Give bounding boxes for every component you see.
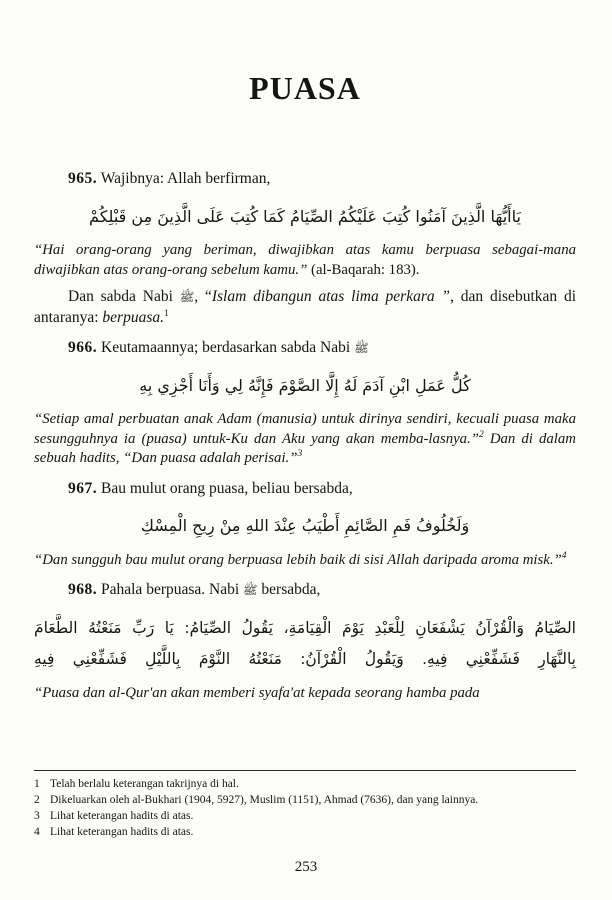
hadith-965-quote: Islam dibangun atas lima perkara ” xyxy=(211,288,451,306)
arabic-hadith-968-line2: بِالنَّهَارِ فَشَفِّعْنِي فِيهِ. وَيَقُولُ الْقُرْآنُ: مَنَعْتُهُ النَّوْمَ بِاللَّيْلِ فَشَفِّعْنِي فِيهِ xyxy=(34,650,576,669)
section-967-heading-text: Bau mulut orang puasa, beliau bersabda, xyxy=(97,479,353,497)
hadith-965-lead: Dan sabda Nabi xyxy=(68,288,180,306)
section-965-hadith xyxy=(34,287,576,328)
translation-966 xyxy=(34,410,576,469)
footnote-ref-3: 3 xyxy=(297,449,303,460)
section-965-heading-text: Wajibnya: Allah berfirman, xyxy=(97,170,271,187)
hadith-965-word: berpuasa. xyxy=(102,308,164,326)
translation-966-part2: Dan di dalam sebuah hadits, “Dan puasa adalah perisai.” xyxy=(34,430,576,467)
section-968-heading-text: Pahala berpuasa. Nabi xyxy=(97,581,244,599)
section-965-heading xyxy=(34,169,576,190)
footnote-4-number: 4 xyxy=(34,826,40,839)
saw-symbol: ﷺ xyxy=(354,341,369,356)
footnote-4-text: Lihat keterangan hadits di atas. xyxy=(50,826,194,839)
section-967-heading xyxy=(34,479,576,500)
translation-965 xyxy=(34,241,576,280)
footnote-2-number: 2 xyxy=(34,794,40,807)
footnote-1-number: 1 xyxy=(34,778,40,790)
arabic-hadith-967: وَلَخُلُوفُ فَمِ الصَّائِمِ أَطْيَبُ عِنْدَ اللهِ مِنْ رِيحِ الْمِسْكِ xyxy=(140,516,470,536)
footnote-3-number: 3 xyxy=(34,810,40,823)
arabic-hadith-968-line1: الصِّيَامُ وَالْقُرْآنُ يَشْفَعَانِ لِلْعَبْدِ يَوْمَ الْقِيَامَةِ، يَقُولُ الصِّيَامُ: يَا رَبِّ مَنَعْتُهُ الطَّعَامَ xyxy=(34,619,576,638)
section-966-heading xyxy=(34,338,576,359)
translation-967 xyxy=(34,551,576,571)
translation-967-text: “Dan sungguh bau mulut orang berpuasa lebih baik di sisi Allah daripada aroma misk.” xyxy=(34,551,562,568)
arabic-hadith-968 xyxy=(34,613,576,675)
page-number: 253 xyxy=(294,859,318,875)
footnote-ref-2: 2 xyxy=(479,429,484,440)
footnote-ref-4: 4 xyxy=(561,550,567,561)
page-title: PUASA xyxy=(249,70,361,106)
footnote-2-text: Dikeluarkan oleh al-Bukhari (1904, 5927), Muslim (1151), Ahmad (7636), dan yang lainnya. xyxy=(50,794,479,807)
section-965-number: 965. xyxy=(68,170,98,187)
footnotes-section xyxy=(34,770,576,840)
footnote-3 xyxy=(34,808,576,824)
hadith-965-mid: , “ xyxy=(194,288,212,306)
translation-965-text: “Hai orang-orang yang beriman, diwajibkan atas kamu berpuasa sebagai-mana diwajibkan atas orang-orang sebelum kamu.” xyxy=(34,242,576,278)
footnote-3-text: Lihat keterangan hadits di atas. xyxy=(50,810,194,823)
footnote-4 xyxy=(34,824,576,840)
translation-968 xyxy=(34,684,576,704)
hadith-965-tail: , dan disebutkan di antaranya: xyxy=(34,288,577,326)
translation-966-part1: “Setiap amal perbuatan anak Adam (manusia) untuk dirinya sendiri, kecuali puasa maka sesungguhnya ia (puasa) untuk-Ku dan Aku yang akan memba-lasnya.” xyxy=(34,411,576,447)
section-968-number: 968. xyxy=(68,581,98,599)
footnote-2 xyxy=(34,792,576,808)
arabic-verse-965: يَاأَيُّهَا الَّذِينَ آمَنُوا كُتِبَ عَلَيْكُمُ الصِّيَامُ كَمَا كُتِبَ عَلَى الَّذِينَ مِن قَبْلِكُمْ xyxy=(89,206,521,226)
footnote-1-text: Telah berlalu keterangan takrijnya di hal. xyxy=(50,778,239,790)
translation-968-text: “Puasa dan al-Qur'an akan memberi syafa'at kepada seorang hamba pada xyxy=(34,685,480,702)
section-968-heading xyxy=(34,580,576,601)
section-966-number: 966. xyxy=(68,339,98,357)
footnote-ref-1: 1 xyxy=(164,308,169,319)
section-967-number: 967. xyxy=(68,479,98,497)
saw-symbol: ﷺ xyxy=(179,290,195,305)
arabic-hadith-966: كُلُّ عَمَلِ ابْنِ آدَمَ لَهُ إِلَّا الصَّوْمَ فَإِنَّهُ لِي وَأَنَا أَجْزِي بِهِ xyxy=(139,375,471,395)
footnote-1 xyxy=(34,776,576,792)
saw-symbol: ﷺ xyxy=(243,583,258,598)
section-968-heading-tail: bersabda, xyxy=(257,581,321,599)
translation-965-source: (al-Baqarah: 183). xyxy=(307,261,420,278)
section-966-heading-text: Keutamaannya; berdasarkan sabda Nabi xyxy=(97,339,355,357)
